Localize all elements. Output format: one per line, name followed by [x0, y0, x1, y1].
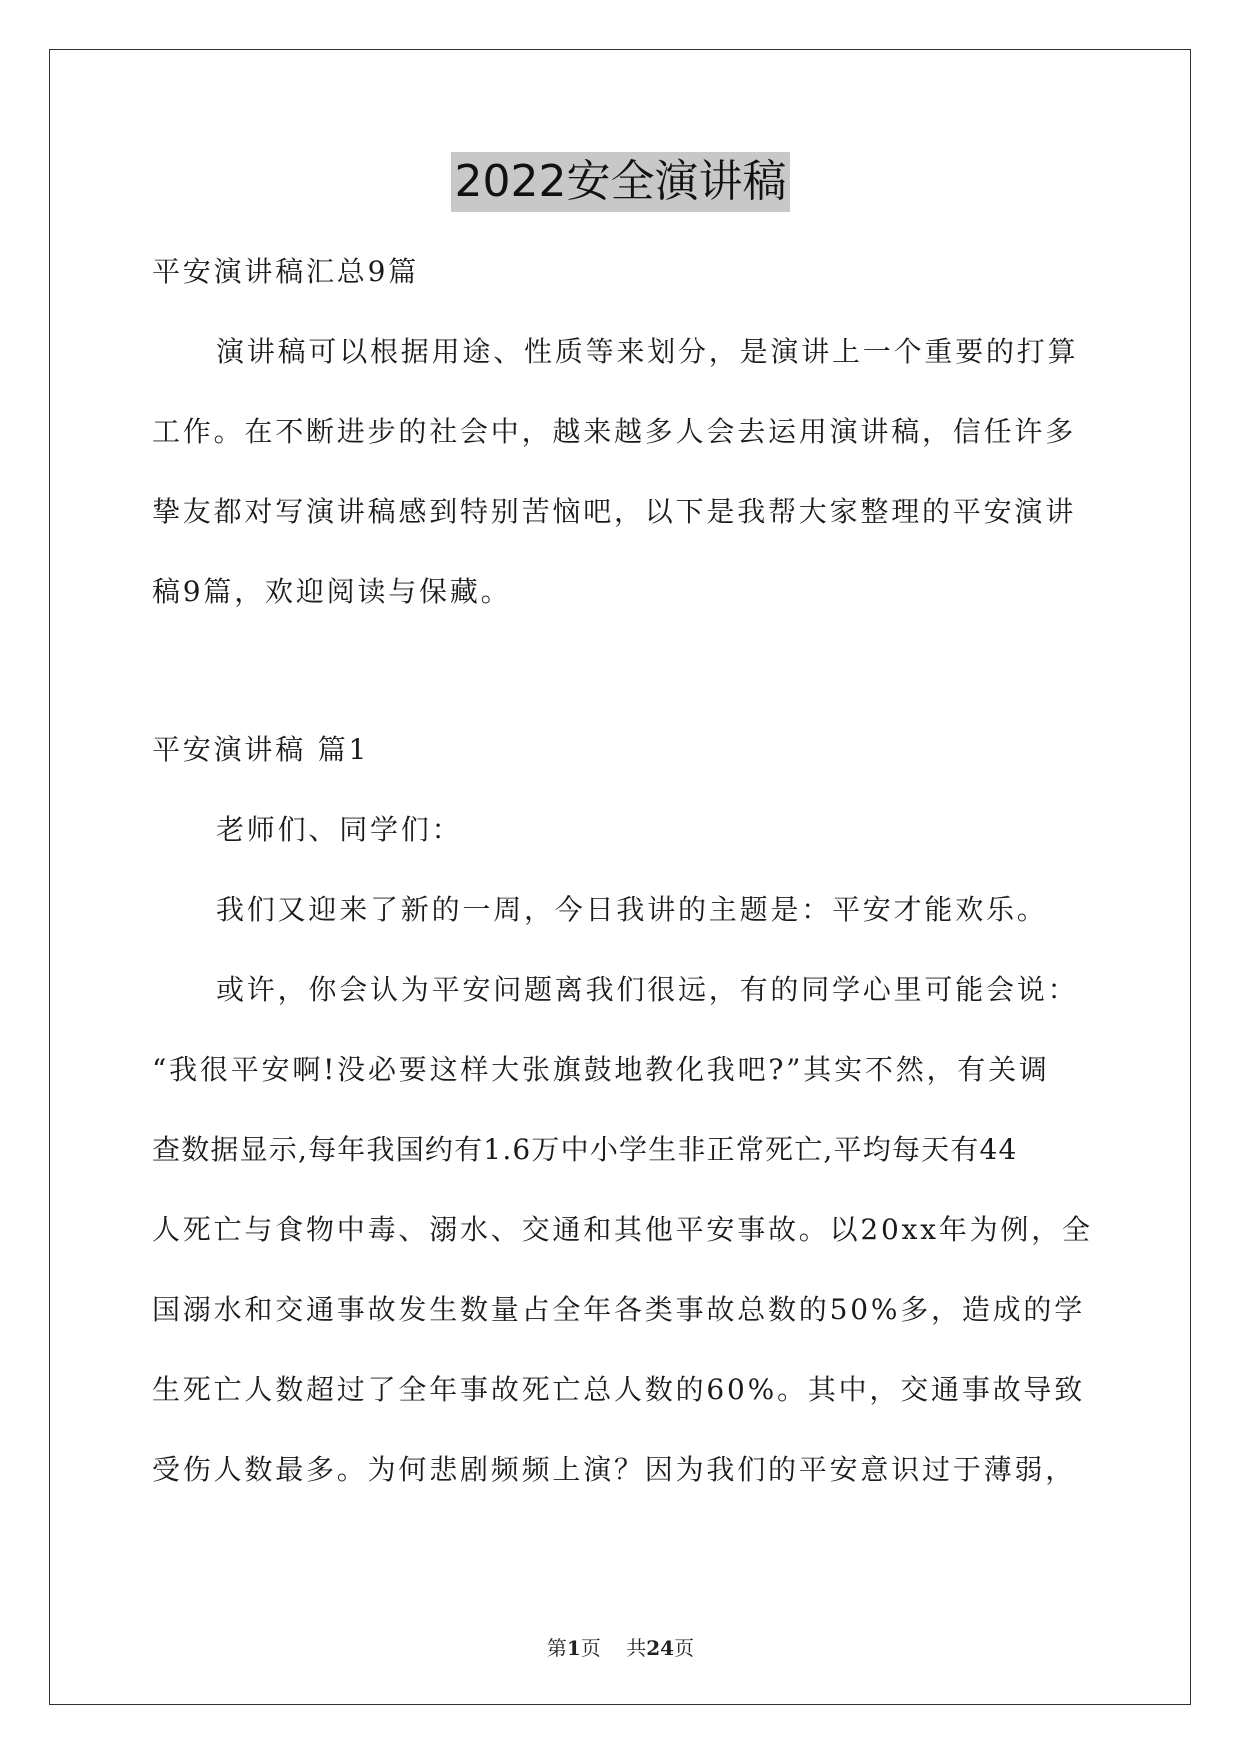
paragraph-line: 老师们、同学们： — [216, 813, 463, 846]
footer-page-current: 1 — [566, 1636, 581, 1660]
footer-page-total: 24 — [646, 1636, 675, 1660]
section-heading: 平安演讲稿 篇1 — [152, 733, 370, 766]
paragraph-line: 我们又迎来了新的一周，今日我讲的主题是：平安才能欢乐。 — [216, 893, 1048, 926]
paragraph-line: 人死亡与食物中毒、溺水、交通和其他平安事故。以20xx年为例，全 — [152, 1213, 1093, 1246]
document-body — [152, 232, 1092, 1510]
section-heading: 平安演讲稿汇总9篇 — [152, 255, 420, 288]
document-title: 2022安全演讲稿 — [451, 152, 791, 212]
page-footer — [0, 1632, 1241, 1661]
paragraph-line: “我很平安啊!没必要这样大张旗鼓地教化我吧?”其实不然，有关调 — [152, 1053, 1050, 1086]
paragraph-line: 挚友都对写演讲稿感到特别苦恼吧，以下是我帮大家整理的平安演讲 — [152, 495, 1077, 528]
paragraph-line: 演讲稿可以根据用途、性质等来划分，是演讲上一个重要的打算 — [216, 335, 1079, 368]
title-container — [0, 152, 1241, 212]
footer-page-prefix: 第 — [546, 1636, 567, 1660]
paragraph-line: 稿9篇，欢迎阅读与保藏。 — [152, 575, 512, 608]
paragraph-line: 工作。在不断进步的社会中，越来越多人会去运用演讲稿，信任许多 — [152, 415, 1077, 448]
paragraph-line: 生死亡人数超过了全年事故死亡总人数的60%。其中，交通事故导致 — [152, 1373, 1086, 1406]
footer-page-suffix: 页 — [674, 1636, 695, 1660]
paragraph-line: 或许，你会认为平安问题离我们很远，有的同学心里可能会说： — [216, 973, 1079, 1006]
paragraph-gap — [152, 632, 1092, 710]
paragraph-line: 国溺水和交通事故发生数量占全年各类事故总数的50%多，造成的学 — [152, 1293, 1086, 1326]
paragraph-line: 查数据显示,每年我国约有1.6万中小学生非正常死亡,平均每天有44 — [152, 1133, 1018, 1166]
footer-page-mid: 页 共 — [580, 1636, 647, 1660]
paragraph-line: 受伤人数最多。为何悲剧频频上演？因为我们的平安意识过于薄弱， — [152, 1453, 1077, 1486]
